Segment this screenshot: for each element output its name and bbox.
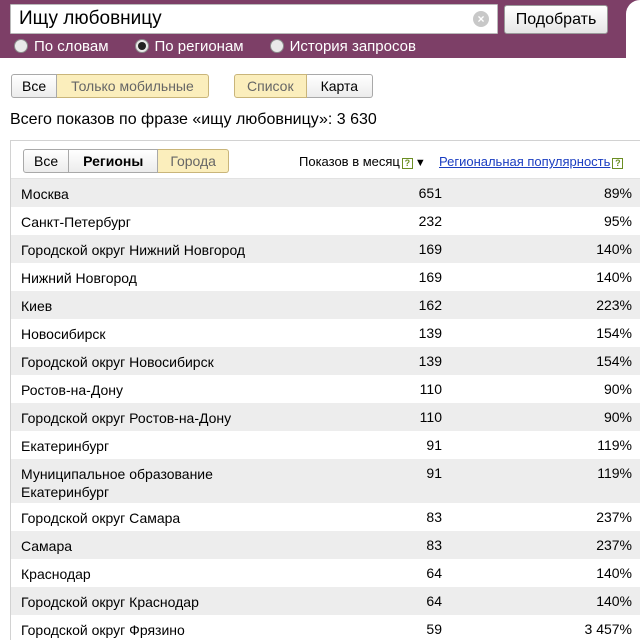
table-row [11,235,640,263]
region-cell: Городской округ Ростов-на-Дону [21,410,232,426]
tab-all[interactable]: Все [23,149,69,173]
view-mode [234,74,373,98]
view-list-button[interactable]: Список [234,74,307,98]
search-input[interactable] [10,4,498,34]
popularity-cell: 90% [603,409,632,425]
column-shows-label: Показов в месяц [299,154,400,169]
popularity-cell: 119% [597,437,632,453]
mode-label: По словам [34,37,109,55]
popularity-cell: 154% [596,353,632,369]
view-map-button[interactable]: Карта [307,74,373,98]
region-cell: Киев [21,298,53,314]
shows-cell: 91 [426,465,442,481]
region-cell: Городской округ Краснодар [21,594,199,610]
shows-cell: 110 [419,381,442,397]
region-cell: Новосибирск [21,326,106,342]
shows-cell: 64 [426,593,442,609]
popularity-cell: 89% [603,185,632,201]
region-cell: Москва [21,186,69,202]
table-row [11,431,640,459]
popularity-cell: 223% [596,297,632,313]
table-row [11,347,640,375]
table-row [11,291,640,319]
radio-icon[interactable] [14,39,28,53]
shows-cell: 139 [418,353,442,369]
mode-by-regions[interactable] [135,37,244,55]
shows-cell: 59 [426,621,442,637]
popularity-cell: 237% [596,537,632,553]
region-type-tabs [23,149,229,173]
search-mode-group [14,37,442,55]
table-row [11,263,640,291]
region-cell: Самара [21,538,73,554]
shows-cell: 169 [418,241,442,257]
table-header [11,141,640,179]
shows-cell: 651 [418,185,442,201]
filter-all-button[interactable]: Все [11,74,57,98]
search-bar [0,0,640,58]
tab-cities[interactable]: Города [158,149,229,173]
mode-by-words[interactable] [14,37,109,55]
tab-regions[interactable]: Регионы [69,149,158,173]
table-row [11,179,640,207]
clear-icon[interactable]: × [473,11,489,27]
popularity-cell: 95% [603,213,632,229]
shows-cell: 91 [426,437,442,453]
shows-cell: 64 [426,565,442,581]
table-body [11,179,640,640]
popularity-cell: 3 457% [584,621,632,637]
shows-cell: 83 [426,537,442,553]
radio-checked-icon[interactable] [135,39,149,53]
region-cell: Городской округ Самара [21,510,181,526]
region-cell: Екатеринбург [21,438,110,454]
popularity-cell: 90% [603,381,632,397]
mode-label: История запросов [289,37,416,55]
popularity-cell: 237% [596,509,632,525]
table-row [11,459,640,503]
column-shows-header[interactable] [299,154,426,169]
region-cell: Городской округ Нижний Новгород [21,242,246,258]
shows-cell: 139 [418,325,442,341]
popularity-cell: 140% [596,565,632,581]
table-row [11,375,640,403]
column-popularity-label[interactable]: Региональная популярность [439,154,611,169]
results-table [10,140,640,640]
total-shows-text: Всего показов по фразе «ищу любовницу»: 3 630 [10,111,377,128]
shows-cell: 169 [418,269,442,285]
popularity-cell: 140% [596,593,632,609]
table-row [11,319,640,347]
device-filter [11,74,209,98]
table-row [11,587,640,615]
popularity-cell: 140% [596,241,632,257]
popularity-cell: 140% [596,269,632,285]
shows-cell: 83 [426,509,442,525]
mode-history[interactable] [270,37,416,55]
shows-cell: 232 [418,213,442,229]
sort-desc-icon[interactable]: ▼ [414,157,426,169]
table-row [11,531,640,559]
submit-button[interactable]: Подобрать [504,5,608,34]
column-popularity-header[interactable] [439,154,623,169]
table-row [11,615,640,640]
table-row [11,559,640,587]
mode-label: По регионам [154,37,244,55]
shows-cell: 162 [418,297,442,313]
region-cell: Краснодар [21,566,91,582]
shows-cell: 110 [419,409,442,425]
region-cell: Ростов-на-Дону [21,382,123,398]
radio-icon[interactable] [270,39,284,53]
region-cell: Муниципальное образование Екатеринбург [21,466,213,500]
help-icon[interactable]: ? [402,158,413,169]
filter-mobile-button[interactable]: Только мобильные [57,74,209,98]
table-row [11,503,640,531]
region-cell: Нижний Новгород [21,270,137,286]
help-icon[interactable]: ? [612,158,623,169]
table-row [11,403,640,431]
region-cell: Городской округ Фрязино [21,622,185,638]
table-row [11,207,640,235]
popularity-cell: 154% [596,325,632,341]
region-cell: Санкт-Петербург [21,214,131,230]
region-cell: Городской округ Новосибирск [21,354,214,370]
popularity-cell: 119% [597,465,632,481]
